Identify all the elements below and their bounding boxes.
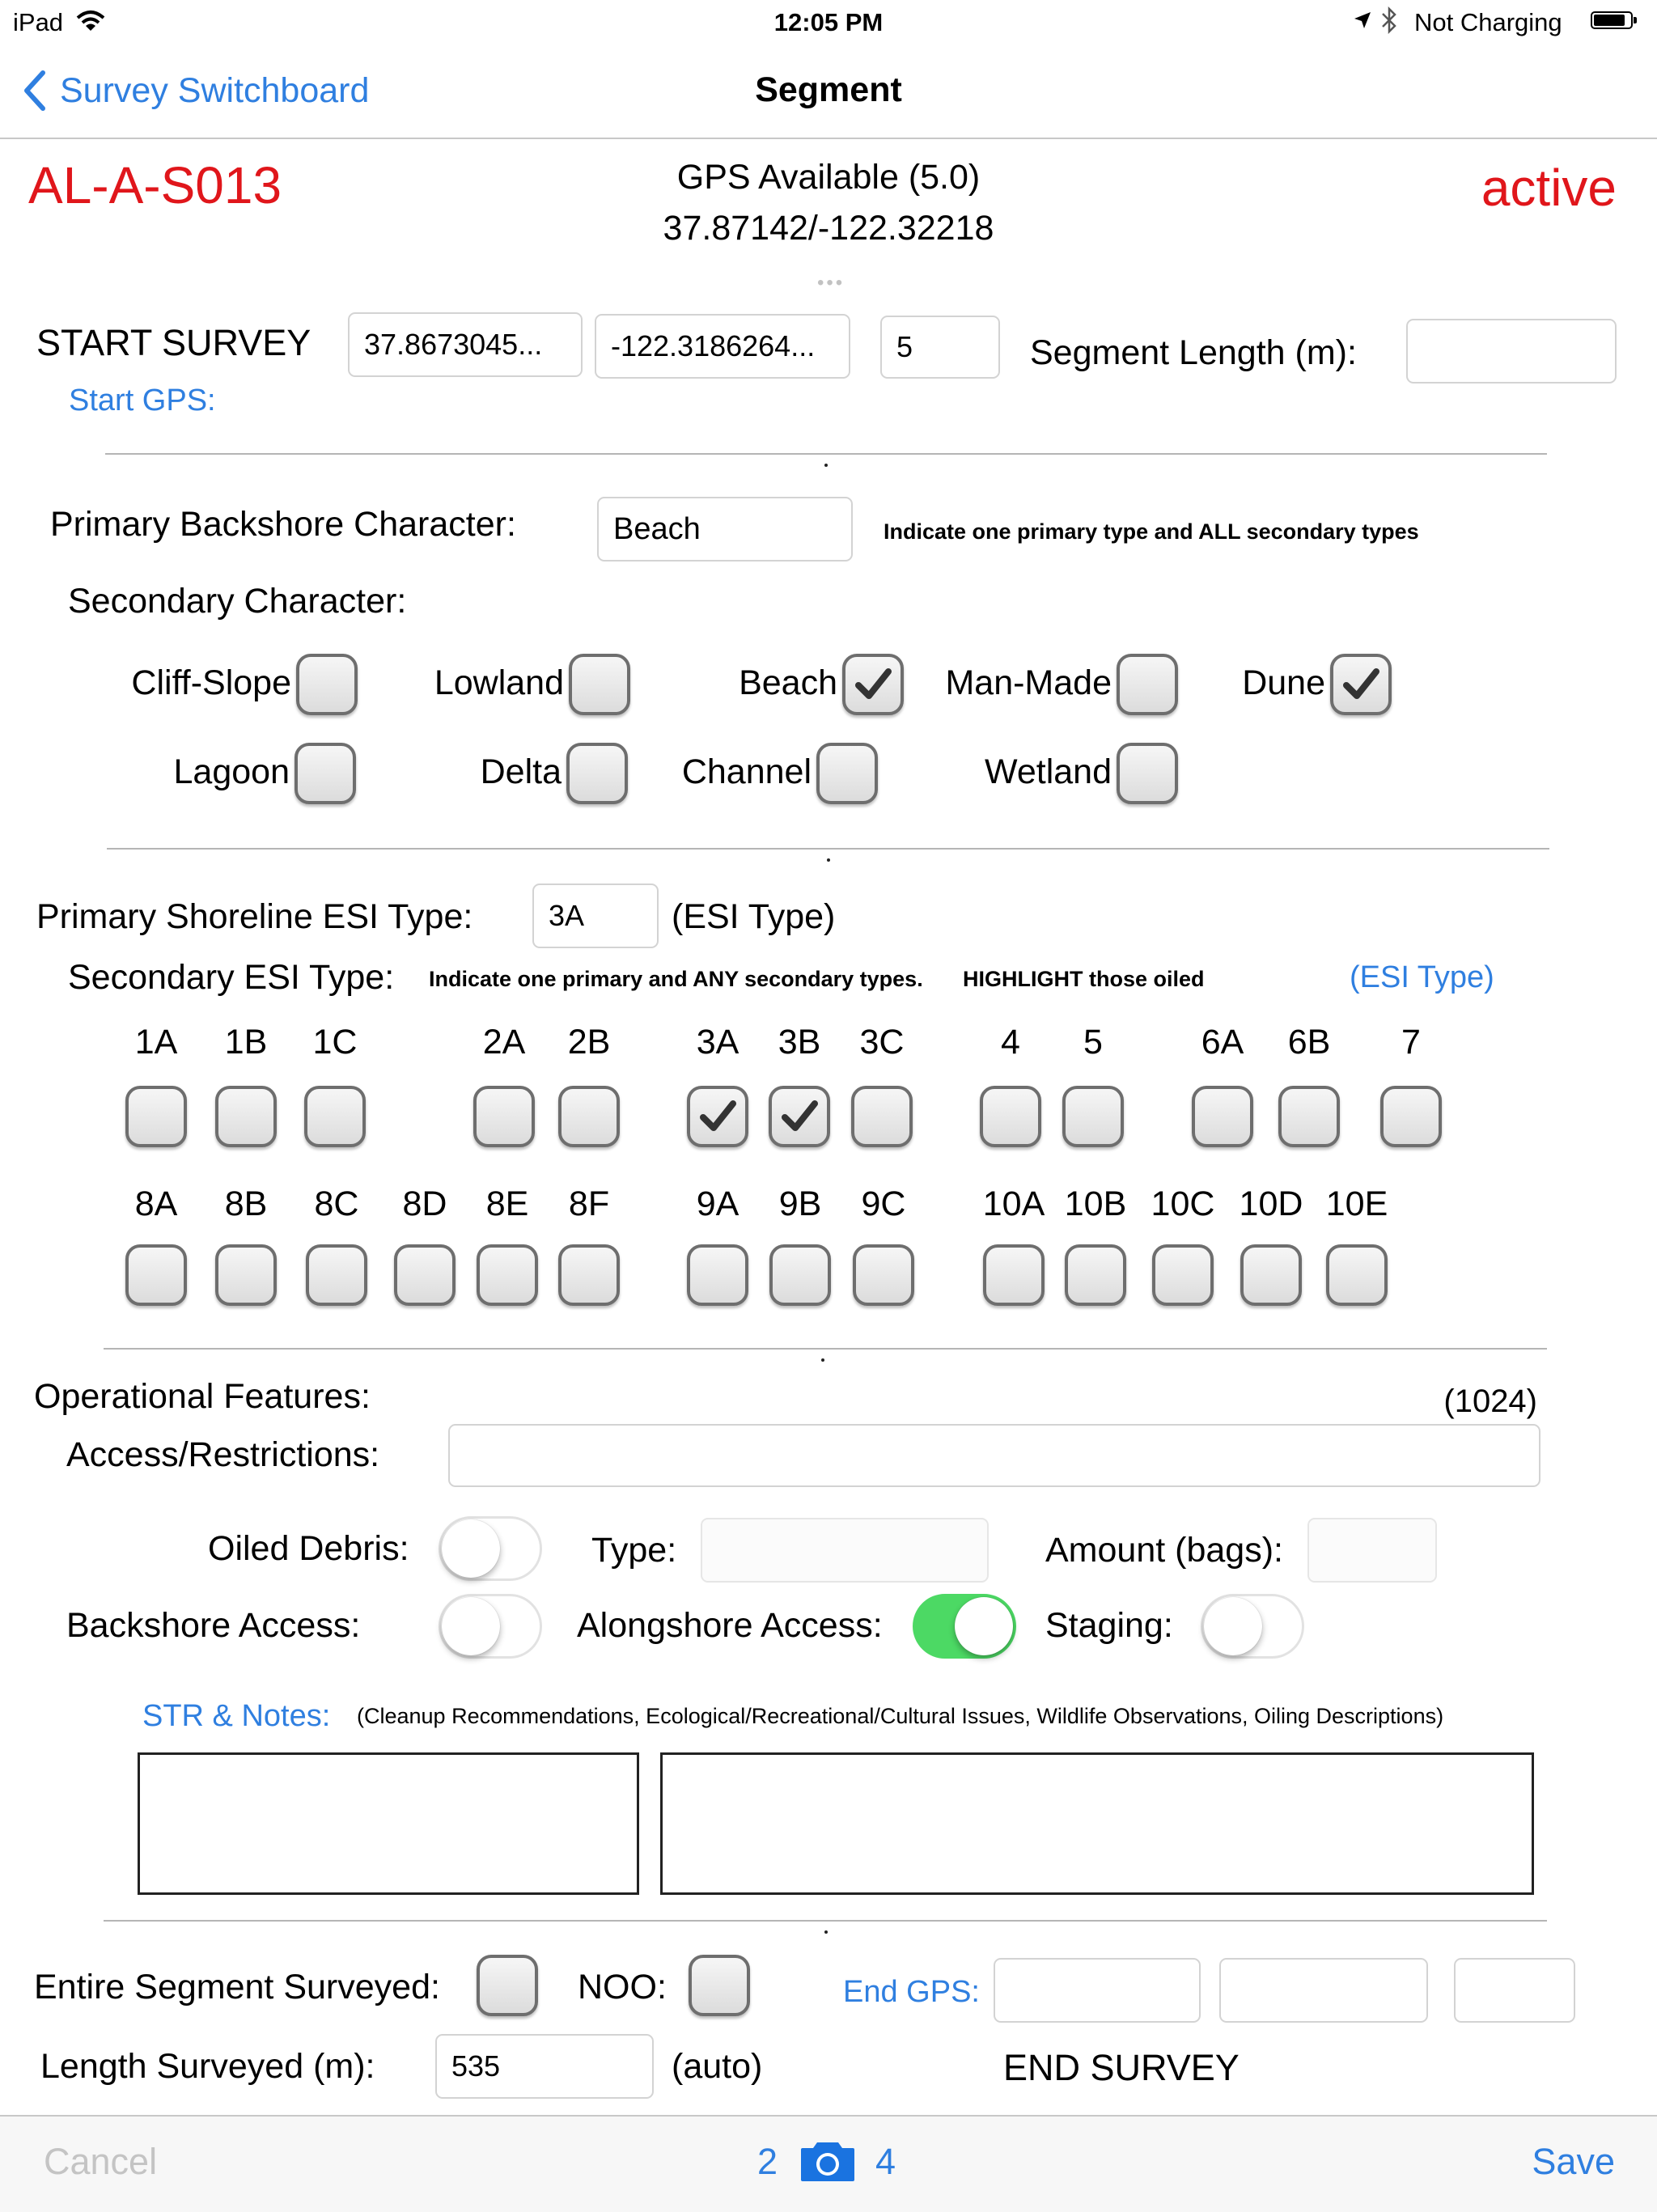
checkbox-label: 10D bbox=[1239, 1184, 1303, 1223]
secondary-lagoon-checkbox[interactable] bbox=[295, 743, 356, 804]
esi-4-checkbox[interactable] bbox=[980, 1086, 1041, 1147]
end-latitude-field[interactable] bbox=[994, 1958, 1201, 2023]
divider-dot bbox=[824, 464, 828, 467]
cancel-button[interactable]: Cancel bbox=[44, 2141, 158, 2182]
esi-7-checkbox[interactable] bbox=[1380, 1086, 1442, 1147]
checkbox-label: Cliff-Slope bbox=[131, 663, 291, 702]
checkbox-label: 7 bbox=[1401, 1023, 1421, 1062]
device-name: iPad bbox=[13, 8, 64, 36]
photo-count-left[interactable]: 2 bbox=[757, 2141, 778, 2182]
amount-bags-field[interactable] bbox=[1307, 1518, 1437, 1583]
checkbox-label: 6B bbox=[1287, 1023, 1331, 1062]
esi-1a-checkbox[interactable] bbox=[125, 1086, 187, 1147]
segment-state: active bbox=[1481, 159, 1617, 217]
bluetooth-icon bbox=[1380, 6, 1398, 34]
secondary-dune-checkbox[interactable] bbox=[1330, 654, 1392, 715]
staging-label: Staging: bbox=[1045, 1606, 1173, 1645]
primary-backshore-label: Primary Backshore Character: bbox=[50, 505, 516, 544]
esi-6a-checkbox[interactable] bbox=[1192, 1086, 1253, 1147]
battery-status-text: Not Charging bbox=[1414, 8, 1562, 36]
checkbox-label: 8A bbox=[134, 1184, 178, 1223]
checkbox-label: 3A bbox=[696, 1023, 740, 1062]
start-latitude-field[interactable]: 37.8673045... bbox=[348, 312, 583, 377]
checkbox-label: 8D bbox=[402, 1184, 447, 1223]
checkbox-label: Lowland bbox=[434, 663, 564, 702]
backshore-access-label: Backshore Access: bbox=[66, 1606, 361, 1645]
esi-hint: Indicate one primary and ANY secondary types. bbox=[429, 967, 923, 991]
esi-9c-checkbox[interactable] bbox=[853, 1244, 914, 1306]
access-restrictions-field[interactable] bbox=[448, 1424, 1540, 1487]
oiled-debris-label: Oiled Debris: bbox=[208, 1529, 409, 1568]
primary-esi-suffix: (ESI Type) bbox=[672, 897, 836, 936]
start-gps-link[interactable]: Start GPS: bbox=[69, 383, 216, 417]
str-notes-box[interactable] bbox=[138, 1752, 639, 1895]
checkbox-label: Delta bbox=[480, 752, 562, 791]
checkbox-label: Wetland bbox=[985, 752, 1112, 791]
alongshore-access-label: Alongshore Access: bbox=[577, 1606, 883, 1645]
segment-length-field[interactable] bbox=[1406, 319, 1617, 383]
checkbox-label: 4 bbox=[1001, 1023, 1020, 1062]
primary-esi-field[interactable]: 3A bbox=[532, 884, 659, 948]
segment-id: AL-A-S013 bbox=[28, 156, 282, 214]
str-notes-link[interactable]: STR & Notes: bbox=[142, 1699, 331, 1733]
camera-button[interactable] bbox=[799, 2139, 856, 2183]
photo-count-right[interactable]: 4 bbox=[875, 2141, 896, 2182]
divider bbox=[105, 453, 1547, 455]
checkbox-label: Dune bbox=[1242, 663, 1325, 702]
start-longitude-field[interactable]: -122.3186264... bbox=[595, 314, 850, 379]
esi-9b-checkbox[interactable] bbox=[769, 1244, 831, 1306]
noo-label: NOO: bbox=[578, 1968, 667, 2006]
divider-dot bbox=[824, 1930, 828, 1934]
checkbox-label: 2B bbox=[567, 1023, 611, 1062]
esi-3b-checkbox[interactable] bbox=[769, 1086, 830, 1147]
end-gps-link[interactable]: End GPS: bbox=[843, 1975, 980, 2009]
checkbox-label: 10B bbox=[1064, 1184, 1127, 1223]
primary-backshore-field[interactable]: Beach bbox=[597, 497, 853, 561]
camera-icon bbox=[799, 2139, 856, 2183]
backshore-hint: Indicate one primary type and ALL secondary types bbox=[884, 519, 1419, 544]
esi-10e-checkbox[interactable] bbox=[1326, 1244, 1388, 1306]
checkbox-label: 3C bbox=[859, 1023, 905, 1062]
checkbox-label: 8C bbox=[314, 1184, 359, 1223]
oiled-debris-toggle[interactable] bbox=[439, 1516, 542, 1581]
debris-type-field[interactable] bbox=[701, 1518, 989, 1583]
secondary-wetland-checkbox[interactable] bbox=[1117, 743, 1178, 804]
checkbox-label: 9B bbox=[778, 1184, 822, 1223]
secondary-cliff-slope-checkbox[interactable] bbox=[296, 654, 358, 715]
esi-1b-checkbox[interactable] bbox=[215, 1086, 277, 1147]
divider-dot bbox=[821, 1358, 824, 1362]
primary-esi-label: Primary Shoreline ESI Type: bbox=[36, 897, 473, 936]
checkbox-label: 1B bbox=[224, 1023, 268, 1062]
checkbox-label: 6A bbox=[1201, 1023, 1244, 1062]
location-arrow-icon bbox=[1353, 11, 1372, 30]
esi-highlight-hint: HIGHLIGHT those oiled bbox=[963, 967, 1205, 991]
divider-dot bbox=[827, 858, 830, 862]
checkmark-icon bbox=[778, 1095, 820, 1138]
esi-3c-checkbox[interactable] bbox=[851, 1086, 913, 1147]
amount-bags-label: Amount (bags): bbox=[1045, 1531, 1283, 1570]
start-survey-label: START SURVEY bbox=[36, 322, 311, 363]
checkmark-icon bbox=[697, 1095, 739, 1138]
checkbox-label: 5 bbox=[1083, 1023, 1103, 1062]
esi-8b-checkbox[interactable] bbox=[215, 1244, 277, 1306]
length-surveyed-label: Length Surveyed (m): bbox=[40, 2047, 375, 2086]
checkmark-icon bbox=[852, 663, 894, 706]
secondary-lowland-checkbox[interactable] bbox=[569, 654, 630, 715]
checkbox-label: 8B bbox=[224, 1184, 268, 1223]
checkbox-label: 3B bbox=[778, 1023, 821, 1062]
secondary-delta-checkbox[interactable] bbox=[566, 743, 628, 804]
checkbox-label: 8F bbox=[568, 1184, 610, 1223]
esi-8e-checkbox[interactable] bbox=[477, 1244, 538, 1306]
notes-box[interactable] bbox=[660, 1752, 1534, 1895]
esi-8d-checkbox[interactable] bbox=[394, 1244, 456, 1306]
nav-title: Segment bbox=[755, 70, 902, 109]
esi-10c-checkbox[interactable] bbox=[1152, 1244, 1214, 1306]
type-label: Type: bbox=[591, 1531, 677, 1570]
checkbox-label: Man-Made bbox=[945, 663, 1112, 702]
esi-8c-checkbox[interactable] bbox=[306, 1244, 367, 1306]
operational-features-label: Operational Features: bbox=[34, 1377, 371, 1416]
esi-2a-checkbox[interactable] bbox=[473, 1086, 535, 1147]
end-longitude-field[interactable] bbox=[1219, 1958, 1428, 2023]
checkbox-label: 1C bbox=[312, 1023, 358, 1062]
esi-10d-checkbox[interactable] bbox=[1240, 1244, 1302, 1306]
esi-8a-checkbox[interactable] bbox=[125, 1244, 187, 1306]
entire-segment-checkbox[interactable] bbox=[477, 1955, 538, 2016]
esi-type-link[interactable]: (ESI Type) bbox=[1350, 960, 1494, 994]
checkbox-label: Channel bbox=[681, 752, 812, 791]
checkbox-label: 2A bbox=[482, 1023, 526, 1062]
checkmark-icon bbox=[1340, 663, 1382, 706]
esi-8f-checkbox[interactable] bbox=[558, 1244, 620, 1306]
esi-2b-checkbox[interactable] bbox=[558, 1086, 620, 1147]
checkbox-label: 1A bbox=[134, 1023, 178, 1062]
secondary-esi-label: Secondary ESI Type: bbox=[68, 958, 395, 997]
divider bbox=[104, 1348, 1547, 1350]
secondary-beach-checkbox[interactable] bbox=[842, 654, 904, 715]
back-button-label: Survey Switchboard bbox=[60, 70, 370, 110]
checkbox-label: 8E bbox=[485, 1184, 529, 1223]
gps-status: GPS Available (5.0) bbox=[676, 158, 981, 197]
checkbox-label: Beach bbox=[739, 663, 837, 702]
status-time: 12:05 PM bbox=[773, 8, 884, 36]
divider bbox=[107, 848, 1549, 850]
esi-3a-checkbox[interactable] bbox=[687, 1086, 748, 1147]
esi-10a-checkbox[interactable] bbox=[983, 1244, 1045, 1306]
esi-1c-checkbox[interactable] bbox=[304, 1086, 366, 1147]
alongshore-access-toggle[interactable] bbox=[913, 1594, 1016, 1659]
notes-hint: (Cleanup Recommendations, Ecological/Recreational/Cultural Issues, Wildlife Observations, Oiling Descriptions) bbox=[357, 1704, 1444, 1728]
length-auto-label: (auto) bbox=[672, 2047, 763, 2086]
esi-10b-checkbox[interactable] bbox=[1065, 1244, 1126, 1306]
battery-icon bbox=[1591, 11, 1633, 29]
checkbox-label: Lagoon bbox=[173, 752, 290, 791]
length-surveyed-field[interactable]: 535 bbox=[435, 2034, 654, 2099]
start-accuracy-field[interactable]: 5 bbox=[880, 316, 1000, 379]
secondary-character-label: Secondary Character: bbox=[68, 582, 407, 621]
end-accuracy-field[interactable] bbox=[1454, 1958, 1575, 2023]
secondary-man-made-checkbox[interactable] bbox=[1117, 654, 1178, 715]
checkbox-label: 9A bbox=[696, 1184, 740, 1223]
checkbox-label: 10C bbox=[1151, 1184, 1215, 1223]
divider bbox=[104, 1920, 1547, 1922]
esi-9a-checkbox[interactable] bbox=[687, 1244, 748, 1306]
checkbox-label: 10A bbox=[982, 1184, 1045, 1223]
save-button[interactable]: Save bbox=[1532, 2141, 1615, 2182]
esi-6b-checkbox[interactable] bbox=[1278, 1086, 1340, 1147]
char-count: (1024) bbox=[1443, 1384, 1537, 1419]
staging-toggle[interactable] bbox=[1201, 1594, 1304, 1659]
nav-divider bbox=[0, 138, 1657, 139]
secondary-channel-checkbox[interactable] bbox=[816, 743, 878, 804]
checkbox-label: 9C bbox=[861, 1184, 906, 1223]
esi-5-checkbox[interactable] bbox=[1062, 1086, 1124, 1147]
more-dots-icon: ••• bbox=[817, 272, 845, 294]
backshore-access-toggle[interactable] bbox=[439, 1594, 542, 1659]
access-restrictions-label: Access/Restrictions: bbox=[66, 1435, 380, 1474]
checkbox-label: 10E bbox=[1325, 1184, 1388, 1223]
bottom-toolbar bbox=[0, 2115, 1657, 2212]
gps-coordinates: 37.87142/-122.32218 bbox=[663, 209, 994, 248]
noo-checkbox[interactable] bbox=[689, 1955, 750, 2016]
entire-segment-label: Entire Segment Surveyed: bbox=[34, 1968, 440, 2006]
end-survey-label: END SURVEY bbox=[1003, 2047, 1240, 2088]
segment-length-label: Segment Length (m): bbox=[1030, 333, 1357, 372]
